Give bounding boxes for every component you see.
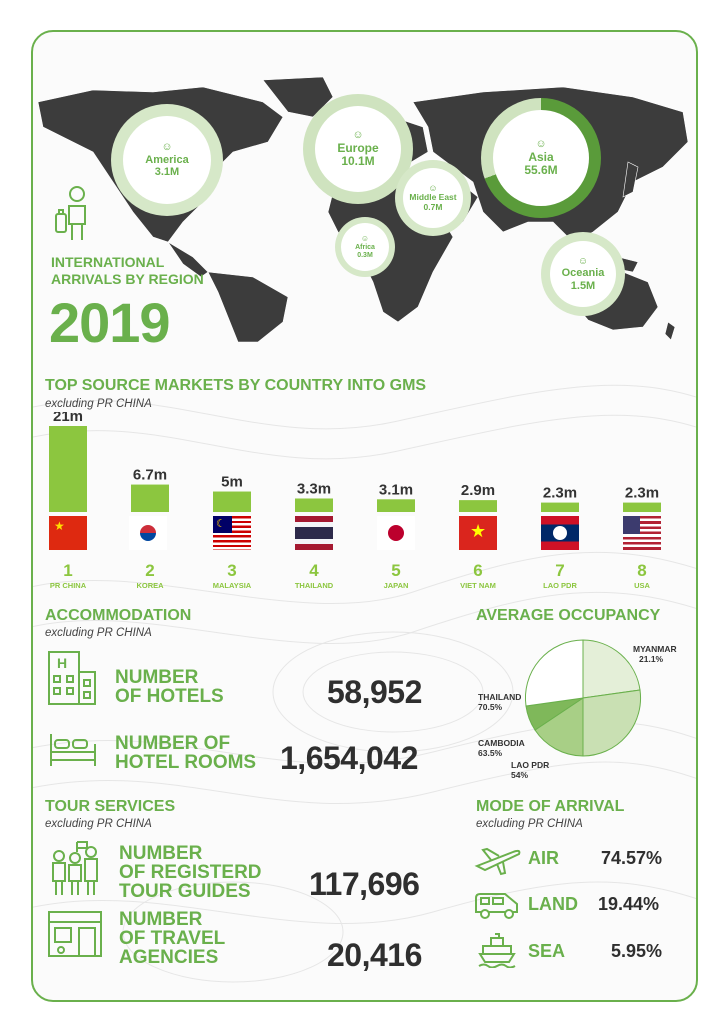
bar-malaysia xyxy=(213,492,251,512)
flag-usa-icon xyxy=(623,516,661,550)
person-icon: ☺ xyxy=(428,183,438,194)
bed-icon xyxy=(47,730,99,770)
rank-label: 7 xyxy=(555,561,565,580)
bar-value-label: 2.9m xyxy=(460,482,496,500)
region-asia: ☺ Asia 55.6M xyxy=(481,98,601,218)
tour-guides-icon xyxy=(47,840,103,898)
category-label: VIET NAM xyxy=(460,581,496,590)
category-label: LAO PDR xyxy=(543,581,577,590)
bar-value-label: 5m xyxy=(221,473,243,491)
tour-services-subtitle: excluding PR CHINA xyxy=(45,818,152,830)
flag-japan-icon xyxy=(377,516,415,550)
mode-land-label: LAND xyxy=(528,894,578,914)
region-america: ☺ America 3.1M xyxy=(111,104,223,216)
bar-thailand xyxy=(295,498,333,512)
hotel-building-icon xyxy=(47,650,97,706)
category-label: THAILAND xyxy=(294,581,334,590)
person-icon: ☺ xyxy=(161,141,173,154)
region-africa: ☺ Africa 0.3M xyxy=(335,217,395,277)
mode-air-label: AIR xyxy=(528,848,559,868)
region-oceania: ☺ Oceania 1.5M xyxy=(541,232,625,316)
airplane-icon xyxy=(473,844,523,876)
category-label: KOREA xyxy=(136,581,164,590)
infographic-card xyxy=(31,30,698,1002)
bar-value-label: 2.3m xyxy=(624,484,660,502)
occupancy-pie xyxy=(523,638,643,758)
occupancy-label-lao: LAO PDR 54% xyxy=(511,760,550,780)
occupancy-label-myanmar: MYANMAR 21.1% xyxy=(633,644,677,664)
source-markets-title: TOP SOURCE MARKETS BY COUNTRY INTO GMS xyxy=(45,377,427,394)
van-icon xyxy=(473,890,521,920)
category-label: USA xyxy=(634,581,650,590)
flag-laos-icon xyxy=(541,516,579,550)
bar-pr-china xyxy=(49,426,87,512)
person-icon: ☺ xyxy=(535,137,547,150)
map-title: INTERNATIONAL ARRIVALS BY REGION xyxy=(51,254,204,287)
rank-label: 2 xyxy=(145,561,155,580)
bar-value-label: 3.1m xyxy=(378,481,414,499)
flag-malaysia-icon: ☾ xyxy=(213,516,251,550)
bar-usa xyxy=(623,503,661,512)
ship-icon xyxy=(477,932,517,968)
rank-label: 6 xyxy=(473,561,483,580)
pie-slice-myanmar xyxy=(583,640,640,698)
tour-services-title: TOUR SERVICES xyxy=(45,798,176,815)
occupancy-label-thailand: THAILAND 70.5% xyxy=(478,692,522,712)
traveler-icon xyxy=(53,184,93,244)
region-europe: ☺ Europe 10.1M xyxy=(303,94,413,204)
agencies-value: 20,416 xyxy=(327,937,422,973)
rooms-value: 1,654,042 xyxy=(280,740,418,776)
bar-korea xyxy=(131,485,169,512)
occupancy-label-cambodia: CAMBODIA 63.5% xyxy=(478,738,525,758)
occupancy-title: AVERAGE OCCUPANCY xyxy=(476,607,661,624)
bar-value-label: 2.3m xyxy=(542,484,578,502)
svg-text:H: H xyxy=(57,655,68,671)
flag-thailand-icon xyxy=(295,516,333,550)
category-label: MALAYSIA xyxy=(212,581,252,590)
person-icon: ☺ xyxy=(577,255,589,267)
arrival-mode-title: MODE OF ARRIVAL xyxy=(476,798,625,815)
mode-sea-value: 5.95% xyxy=(611,941,663,961)
bar-value-label: 3.3m xyxy=(296,480,332,498)
accommodation-title: ACCOMMODATION xyxy=(45,607,192,624)
pie-slice-rest xyxy=(525,640,583,706)
mode-land-value: 19.44% xyxy=(598,894,660,914)
person-icon: ☺ xyxy=(360,234,370,244)
rooms-label: NUMBER OF HOTEL ROOMS xyxy=(115,733,257,773)
rank-label: 1 xyxy=(63,561,73,580)
guides-label: NUMBER OF REGISTERD TOUR GUIDES xyxy=(119,843,262,902)
bar-value-label: 21m xyxy=(52,412,84,425)
flag-vietnam-icon: ★ xyxy=(459,516,497,550)
rank-label: 3 xyxy=(227,561,237,580)
person-icon: ☺ xyxy=(352,128,364,141)
guides-value: 117,696 xyxy=(309,866,420,902)
bar-japan xyxy=(377,499,415,512)
travel-agency-icon xyxy=(47,910,103,958)
rank-label: 5 xyxy=(391,561,401,580)
mode-sea-label: SEA xyxy=(528,941,566,961)
flag-korea-icon xyxy=(129,516,167,550)
hotels-value: 58,952 xyxy=(327,674,422,710)
region-middle-east: ☺ Middle East 0.7M xyxy=(395,160,471,236)
accommodation-subtitle: excluding PR CHINA xyxy=(45,627,152,639)
rank-label: 8 xyxy=(637,561,647,580)
agencies-label: NUMBER OF TRAVEL AGENCIES xyxy=(119,909,226,968)
category-label: PR CHINA xyxy=(49,581,87,590)
hotels-label: NUMBER OF HOTELS xyxy=(115,667,224,707)
mode-air-value: 74.57% xyxy=(601,848,663,868)
bar-lao-pdr xyxy=(541,503,579,512)
rank-label: 4 xyxy=(309,561,319,580)
bar-viet-nam xyxy=(459,500,497,512)
pie-slice-thailand xyxy=(583,690,641,756)
category-label: JAPAN xyxy=(383,581,409,590)
source-markets-subtitle: excluding PR CHINA xyxy=(45,398,152,410)
bar-chart xyxy=(33,412,696,592)
arrival-mode-subtitle: excluding PR CHINA xyxy=(476,818,583,830)
year: 2019 xyxy=(49,291,170,354)
bar-value-label: 6.7m xyxy=(132,466,168,484)
flag-china-icon: ★ xyxy=(49,516,87,550)
